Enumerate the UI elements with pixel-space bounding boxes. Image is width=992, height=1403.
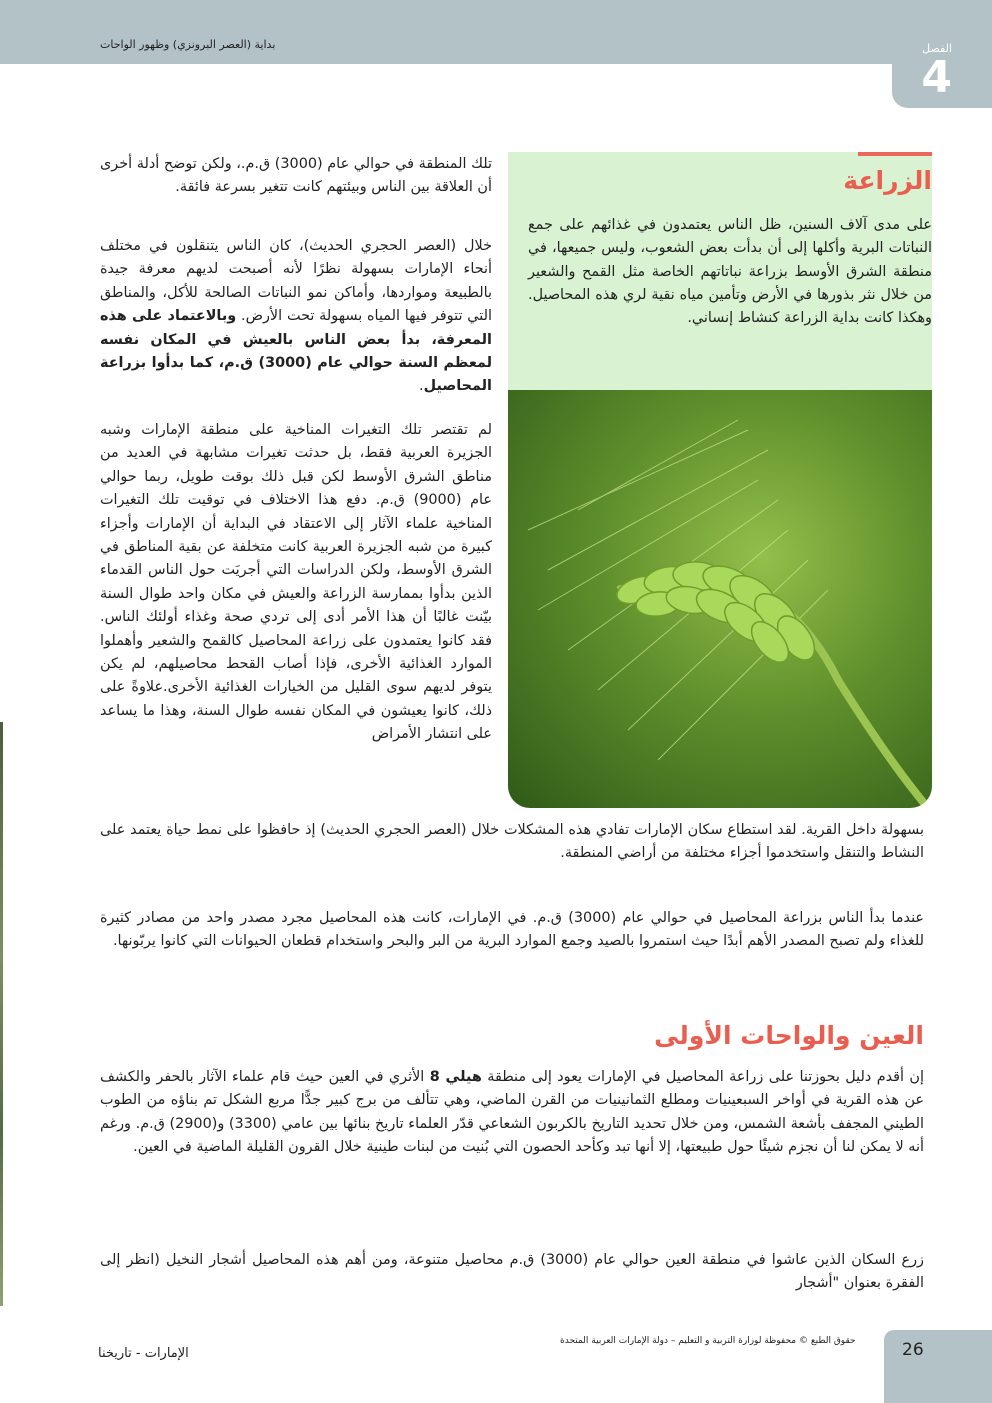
sidebar-accent-bar [858, 152, 932, 156]
paragraph-2 [100, 235, 492, 399]
sidebar-text: على مدى آلاف السنين، ظل الناس يعتمدون في غذائهم على جمع النباتات البرية وأكلها إلى أن بدأت بعض الشعوب، وليس جميعها، في منطقة الشرق الأوسط بزراعة نباتاتهم الخاصة مثل القمح والشعير من خلال نثر بذورها في الأرض وتأمين مياه نقية لري هذه المحاصيل. وهكذا كانت بداية الزراعة كنشاط إنساني. [528, 217, 932, 327]
chapter-label: الفصل [922, 42, 952, 55]
chapter-tab [892, 28, 992, 108]
paragraph-5: عندما بدأ الناس بزراعة المحاصيل في حوالي عام (3000) ق.م. في الإمارات، كانت هذه المحاصيل مجرد مصدر واحد من مصادر كثيرة للغذاء ولم تصبح المصدر الأهم أبدًا حيث استمروا بالصيد وجمع الموارد البرية من البر والبحر واستخدام قطعان الحيوانات التي كانوا يربّونها. [100, 910, 924, 950]
wheat-illustration [508, 390, 932, 808]
wheat-photo [508, 390, 932, 808]
page-number-box [884, 1330, 992, 1403]
chapter-number: 4 [921, 52, 952, 103]
footer-book-title: الإمارات - تاريخنا [98, 1346, 189, 1361]
paragraph-6-start: إن أقدم دليل بحوزتنا على زراعة المحاصيل في الإمارات يعود إلى منطقة [487, 1069, 925, 1085]
paragraph-3: لم تقتصر تلك التغيرات المناخية على منطقة الإمارات وشبه الجزيرة العربية فقط، بل حدثت تغيرات مشابهة في العديد من مناطق الشرق الأوسط لكن قبل ذلك بوقت طويل، ربما حوالي عام (9000) ق.م. دفع هذا الاختلاف في توقيت تلك التغيرات المناخية علماء الآثار إلى الاعتقاد في البداية أن الإمارات وأجزاء كبيرة من شبه الجزيرة العربية كانت متخلفة عن بقية المناطق في الشرق الأوسط، ولكن الدراسات التي أجريَت حول الناس القدماء الذين بدأوا بممارسة الزراعة والعيش في مكان واحد طوال السنة بيّنت غالبًا أن هذا الأمر أدى إلى تردي صحة وغذاء أولئك الناس. فقد كانوا يعتمدون على زراعة المحاصيل كالقمح والشعير وأهملوا الموارد الغذائية الأخرى، فإذا أصاب القحط محاصيلهم، لم يكن يتوفر لديهم سوى القليل من الخيارات الغذائية الأخرى.علاوةً على ذلك، كانوا يعيشون في المكان نفسه طوال السنة، وهذا ما يساعد على انتشار الأمراض [100, 422, 492, 743]
header-title: بداية (العصر البرونزي) وظهور الواحات [100, 38, 276, 51]
paragraph-4: بسهولة داخل القرية. لقد استطاع سكان الإمارات تفادي هذه المشكلات خلال (العصر الحجري الحديث) إذ حافظوا على نمط حياة يعتمد على النشاط والتنقل واستخدموا أجزاء مختلفة من أراضي المنطقة. [100, 822, 924, 862]
paragraph-1: تلك المنطقة في حوالي عام (3000) ق.م.، ولكن توضح أدلة أخرى أن العلاقة بين الناس وبيئتهم كانت تتغير بسرعة فائقة. [100, 156, 492, 196]
left-edge-image-strip [0, 722, 3, 1306]
section-heading-oasis: العين والواحات الأولى [654, 1021, 924, 1050]
page-number: 26 [902, 1340, 924, 1360]
paragraph-6-rest: الأثري في العين حيث قام علماء الآثار بالحفر والكشف عن هذه القرية في أواخر السبعينيات ومطلع الثمانينيات من القرن الماضي، وهي تتألف من برج كبير جدًّا مربع الشكل تم بناؤه من الطوب الطيني المجفف بأشعة الشمس، ومن خلال تحديد التاريخ بالكربون الشعاعي قدّر العلماء تاريخ بنائها بين عامي (3300) و(2900) ق.م. ورغم أنه لا يمكن لنا أن نجزم شيئًا حول طبيعتها، إلا أنها تبد وكأحد الحصون التي بُنيت من لبنات طينية خلال القرون القليلة الماضية في العين. [100, 1069, 924, 1156]
paragraph-2-text: خلال (العصر الحجري الحديث)، كان الناس يتنقلون في مختلف أنحاء الإمارات بسهولة نظرًا لأنه أصبحت لديهم معرفة جيدة بالطبيعة ومواردها، وأماكن نمو النباتات الصالحة للأكل، والمناطق التي تتوفر فيها المياه بسهولة تحت الأرض. [100, 238, 492, 325]
header-bar [0, 0, 992, 64]
paragraph-6 [100, 1066, 924, 1160]
paragraph-2-end: . [419, 378, 424, 395]
site-name-hili8: هيلي 8 [429, 1069, 482, 1085]
footer-copyright: حقوق الطبع © محفوظة لوزارة التربية و التعليم – دولة الإمارات العربية المتحدة [560, 1336, 856, 1346]
sidebar-agriculture [508, 152, 932, 808]
paragraph-7: زرع السكان الذين عاشوا في منطقة العين حوالي عام (3000) ق.م محاصيل متنوعة، ومن أهم هذه المحاصيل أشجار النخيل (انظر إلى الفقرة بعنوان "أشجار [100, 1252, 924, 1292]
paragraph-2-bold: وبالاعتماد على هذه المعرفة، بدأ بعض الناس بالعيش في المكان نفسه لمعظم السنة حوالي عام (3000) ق.م، كما بدأوا بزراعة المحاصيل [100, 308, 493, 395]
sidebar-heading: الزراعة [843, 166, 932, 195]
